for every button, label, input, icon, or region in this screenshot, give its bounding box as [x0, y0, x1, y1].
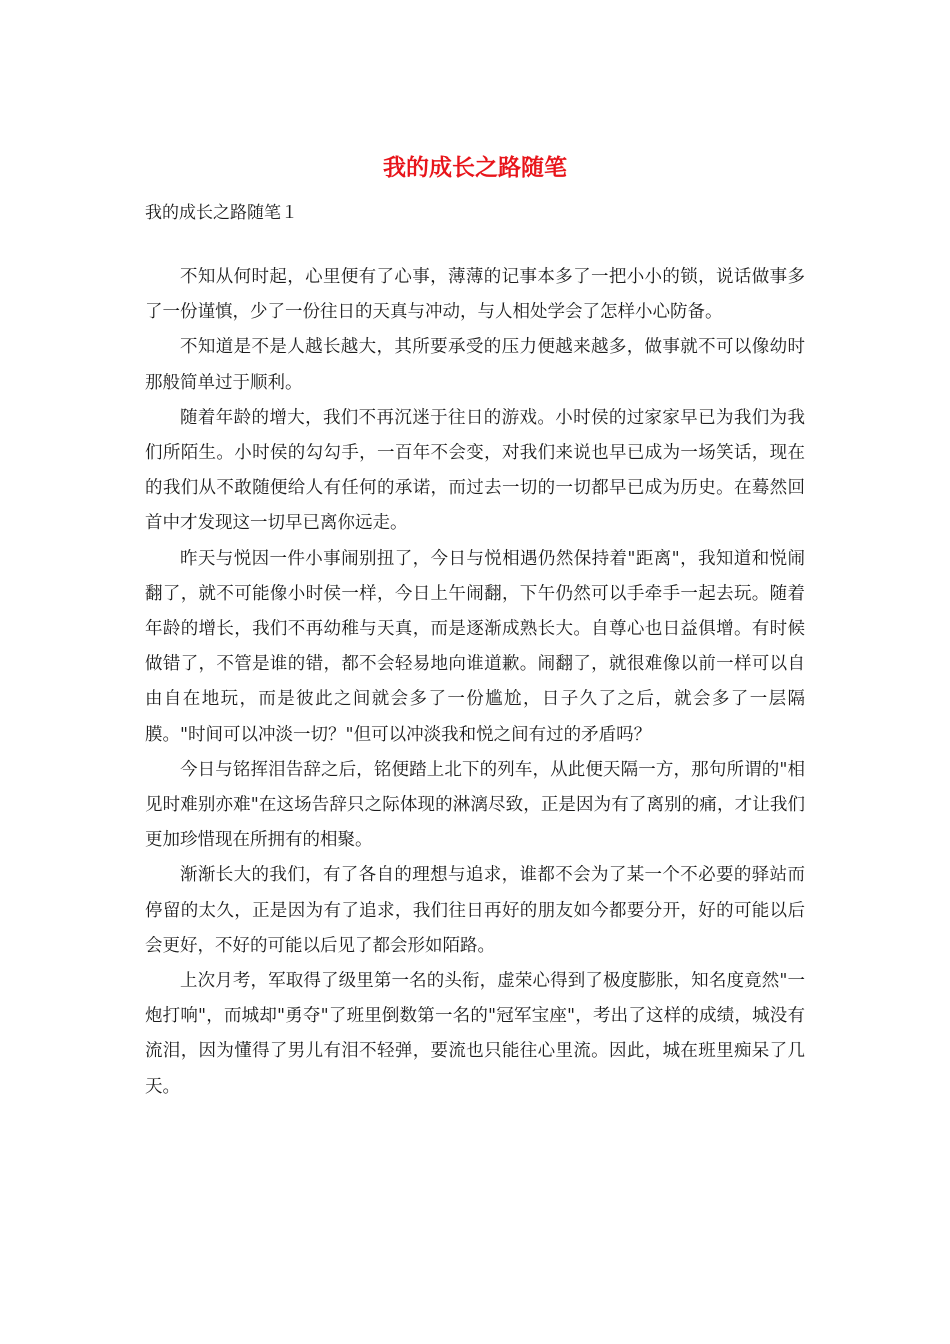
paragraph: 不知从何时起，心里便有了心事，薄薄的记事本多了一把小小的锁，说话做事多了一份谨慎，少了一份往日的天真与冲动，与人相处学会了怎样小心防备。 [145, 267, 805, 323]
paragraph: 昨天与悦因一件小事闹别扭了，今日与悦相遇仍然保持着"距离"，我知道和悦闹翻了，就不可能像小时侯一样，今日上午闹翻，下午仍然可以手牵手一起去玩。随着年龄的增长，我们不再幼稚与天真，而是逐渐成熟长大。自尊心也日益俱增。有时候做错了，不管是谁的错，都不会轻易地向谁道歉。闹翻了，就很难像以前一样可以自由自在地玩，而是彼此之间就会多了一份尴尬，日子久了之后，就会多了一层隔膜。"时间可以冲淡一切？"但可以冲淡我和悦之间有过的矛盾吗？ [145, 548, 805, 745]
paragraph: 不知道是不是人越长越大，其所要承受的压力便越来越多，做事就不可以像幼时那般简单过于顺利。 [145, 337, 805, 393]
document-body [145, 260, 805, 1105]
document-subtitle: 我的成长之路随笔１ [145, 203, 298, 223]
document-title: 我的成长之路随笔 [383, 154, 567, 181]
paragraph: 渐渐长大的我们，有了各自的理想与追求，谁都不会为了某一个不必要的驿站而停留的太久，正是因为有了追求，我们往日再好的朋友如今都要分开，好的可能以后会更好，不好的可能以后见了都会形如陌路。 [145, 865, 805, 956]
paragraph: 随着年龄的增大，我们不再沉迷于往日的游戏。小时侯的过家家早已为我们为我们所陌生。小时侯的勾勾手，一百年不会变，对我们来说也早已成为一场笑话，现在的我们从不敢随便给人有任何的承诺，而过去一切的一切都早已成为历史。在蓦然回首中才发现这一切早已离你远走。 [145, 407, 805, 534]
paragraph: 今日与铭挥泪告辞之后，铭便踏上北下的列车，从此便天隔一方，那句所谓的"相见时难别亦难"在这场告辞只之际体现的淋漓尽致，正是因为有了离别的痛，才让我们更加珍惜现在所拥有的相聚。 [145, 759, 805, 851]
paragraph: 上次月考，军取得了级里第一名的头衔，虚荣心得到了极度膨胀，知名度竟然"一炮打响"，而城却"勇夺"了班里倒数第一名的"冠军宝座"，考出了这样的成绩，城没有流泪，因为懂得了男儿有泪不轻弹，要流也只能往心里流。因此，城在班里痴呆了几天。 [145, 971, 805, 1097]
